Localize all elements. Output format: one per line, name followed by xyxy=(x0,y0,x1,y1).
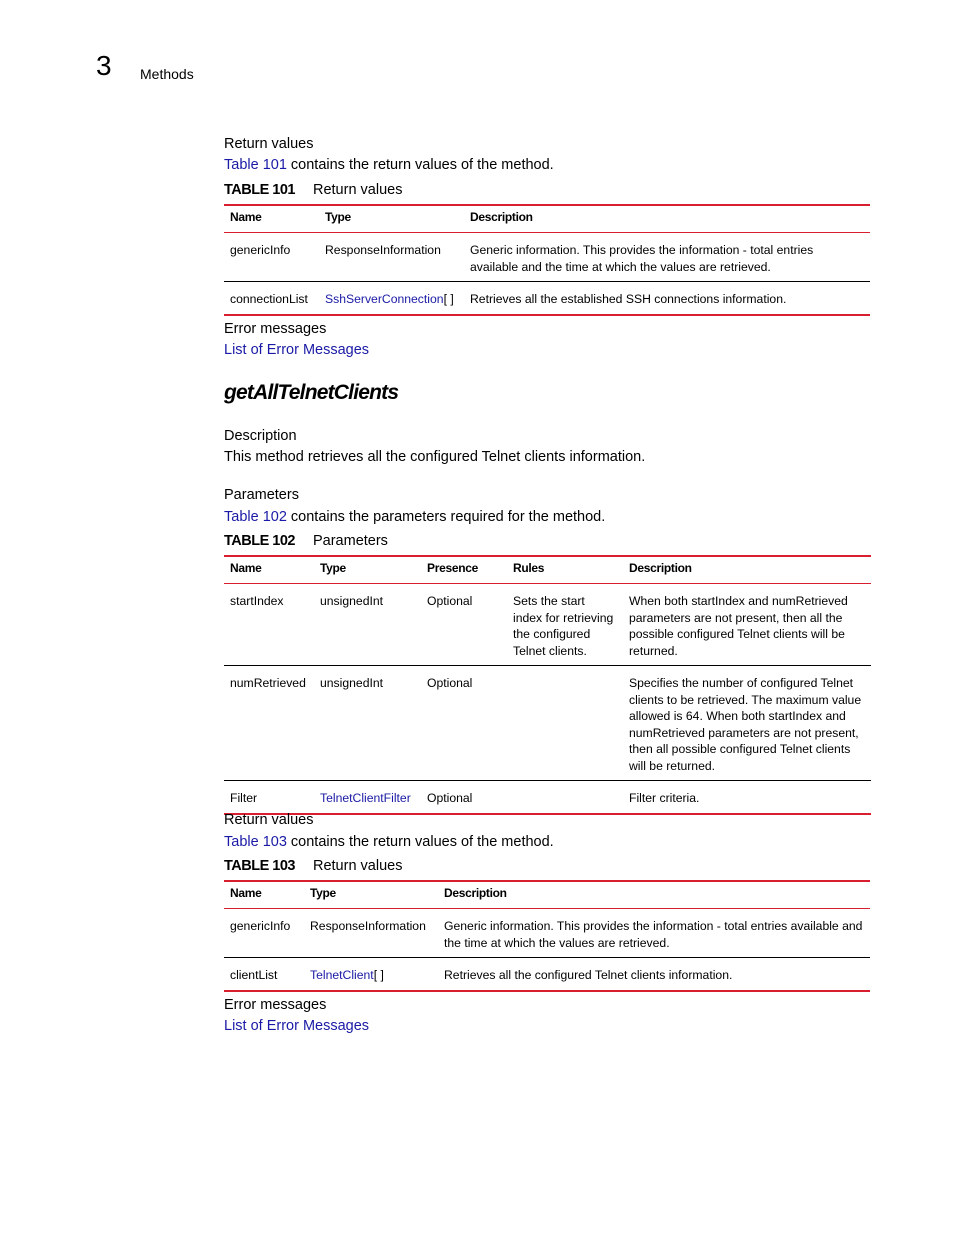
cell-description: Retrieves all the configured Telnet clients information. xyxy=(444,968,733,982)
cell-name: genericInfo xyxy=(230,243,291,257)
error-messages-ref-2 xyxy=(224,1018,369,1034)
cell-type xyxy=(304,958,438,991)
table-103-col-description: Description xyxy=(444,886,507,900)
cell-presence: Optional xyxy=(427,594,473,608)
table-102 xyxy=(224,555,871,815)
table-101-col-name: Name xyxy=(230,210,262,224)
error-messages-heading-2: Error messages xyxy=(224,997,327,1013)
cell-rules: Sets the start index for retrieving the configured Telnet clients. xyxy=(513,594,614,658)
table-row xyxy=(224,909,870,958)
description-text: This method retrieves all the configured Telnet clients information. xyxy=(224,449,646,465)
cell-type: ResponseInformation xyxy=(325,243,441,257)
cell-description: Retrieves all the established SSH connections information. xyxy=(470,292,787,306)
parameters-heading: Parameters xyxy=(224,487,299,503)
error-messages-link-2[interactable]: List of Error Messages xyxy=(224,1018,370,1034)
table-101 xyxy=(224,204,870,316)
cell-name: genericInfo xyxy=(230,919,291,933)
table-row xyxy=(224,584,871,666)
type-suffix: [ ] xyxy=(373,968,384,982)
table-103-label: TABLE 103 xyxy=(224,858,295,874)
table-row xyxy=(224,282,870,315)
description-heading: Description xyxy=(224,428,297,444)
cell-name: startIndex xyxy=(230,594,284,608)
table-103-col-name: Name xyxy=(230,886,262,900)
cell-presence: Optional xyxy=(427,676,473,690)
table-101-caption xyxy=(224,182,402,198)
table-101-label: TABLE 101 xyxy=(224,182,295,198)
cell-description: Generic information. This provides the information - total entries available and the time at which the values are retrieved. xyxy=(470,243,814,274)
table-row xyxy=(224,233,870,282)
table-102-col-type: Type xyxy=(320,561,346,575)
table-102-col-description: Description xyxy=(629,561,692,575)
cell-description: Filter criteria. xyxy=(629,791,700,805)
return-values-heading-2: Return values xyxy=(224,812,314,828)
chapter-number: 3 xyxy=(96,50,112,81)
table-102-label: TABLE 102 xyxy=(224,533,295,549)
cell-name: Filter xyxy=(230,791,258,805)
error-messages-heading-1: Error messages xyxy=(224,321,327,337)
return-values-ref-text-2: contains the return values of the method. xyxy=(286,834,554,850)
cell-description: Specifies the number of configured Telnet clients to be retrieved. The maximum value allowed is 64. When both startIndex and numRetrieved parameters are not present, then all possible configured Telnet clients will be returned. xyxy=(629,676,862,773)
return-values-ref-text-1: contains the return values of the method. xyxy=(286,157,554,173)
cell-description: When both startIndex and numRetrieved parameters are not present, then all the possible configured Telnet clients will be returned. xyxy=(629,594,848,658)
cell-description: Generic information. This provides the information - total entries available and the time at which the values are retrieved. xyxy=(444,919,863,950)
table-101-header-row xyxy=(224,205,870,233)
type-link[interactable]: SshServerConnection xyxy=(325,292,444,306)
error-messages-link-1[interactable]: List of Error Messages xyxy=(224,342,370,358)
cell-name: clientList xyxy=(230,968,278,982)
table-102-link[interactable]: Table 102 xyxy=(224,509,287,525)
table-103-header-row xyxy=(224,881,870,909)
cell-type: unsignedInt xyxy=(320,676,384,690)
cell-type xyxy=(314,781,421,814)
table-row xyxy=(224,958,870,991)
cell-type xyxy=(319,282,464,315)
table-101-link[interactable]: Table 101 xyxy=(224,157,287,173)
return-values-ref-2 xyxy=(224,834,554,850)
table-102-col-presence: Presence xyxy=(427,561,478,575)
table-103-col-type: Type xyxy=(310,886,336,900)
cell-name: connectionList xyxy=(230,292,308,306)
table-102-title: Parameters xyxy=(312,533,388,549)
type-suffix: [ ] xyxy=(443,292,454,306)
type-link[interactable]: TelnetClientFilter xyxy=(320,791,411,805)
type-link[interactable]: TelnetClient xyxy=(310,968,374,982)
table-103-link[interactable]: Table 103 xyxy=(224,834,287,850)
table-101-col-type: Type xyxy=(325,210,351,224)
parameters-ref xyxy=(224,509,605,525)
cell-name: numRetrieved xyxy=(230,676,306,690)
table-101-title: Return values xyxy=(312,182,403,198)
table-103 xyxy=(224,880,870,992)
table-row xyxy=(224,666,871,781)
table-102-caption xyxy=(224,533,388,549)
cell-type: ResponseInformation xyxy=(310,919,426,933)
table-103-caption xyxy=(224,858,402,874)
cell-rules xyxy=(507,666,623,781)
return-values-ref-1 xyxy=(224,157,554,173)
cell-rules xyxy=(507,781,623,814)
return-values-heading-1: Return values xyxy=(224,136,314,152)
table-102-col-rules: Rules xyxy=(513,561,545,575)
parameters-ref-text: contains the parameters required for the method. xyxy=(286,509,606,525)
table-103-title: Return values xyxy=(312,858,403,874)
cell-presence: Optional xyxy=(427,791,473,805)
table-row xyxy=(224,781,871,814)
table-102-header-row xyxy=(224,556,871,584)
table-102-col-name: Name xyxy=(230,561,262,575)
chapter-title: Methods xyxy=(140,66,194,82)
error-messages-ref-1 xyxy=(224,342,369,358)
cell-type: unsignedInt xyxy=(320,594,384,608)
method-title: getAllTelnetClients xyxy=(224,381,399,404)
table-101-col-description: Description xyxy=(470,210,533,224)
